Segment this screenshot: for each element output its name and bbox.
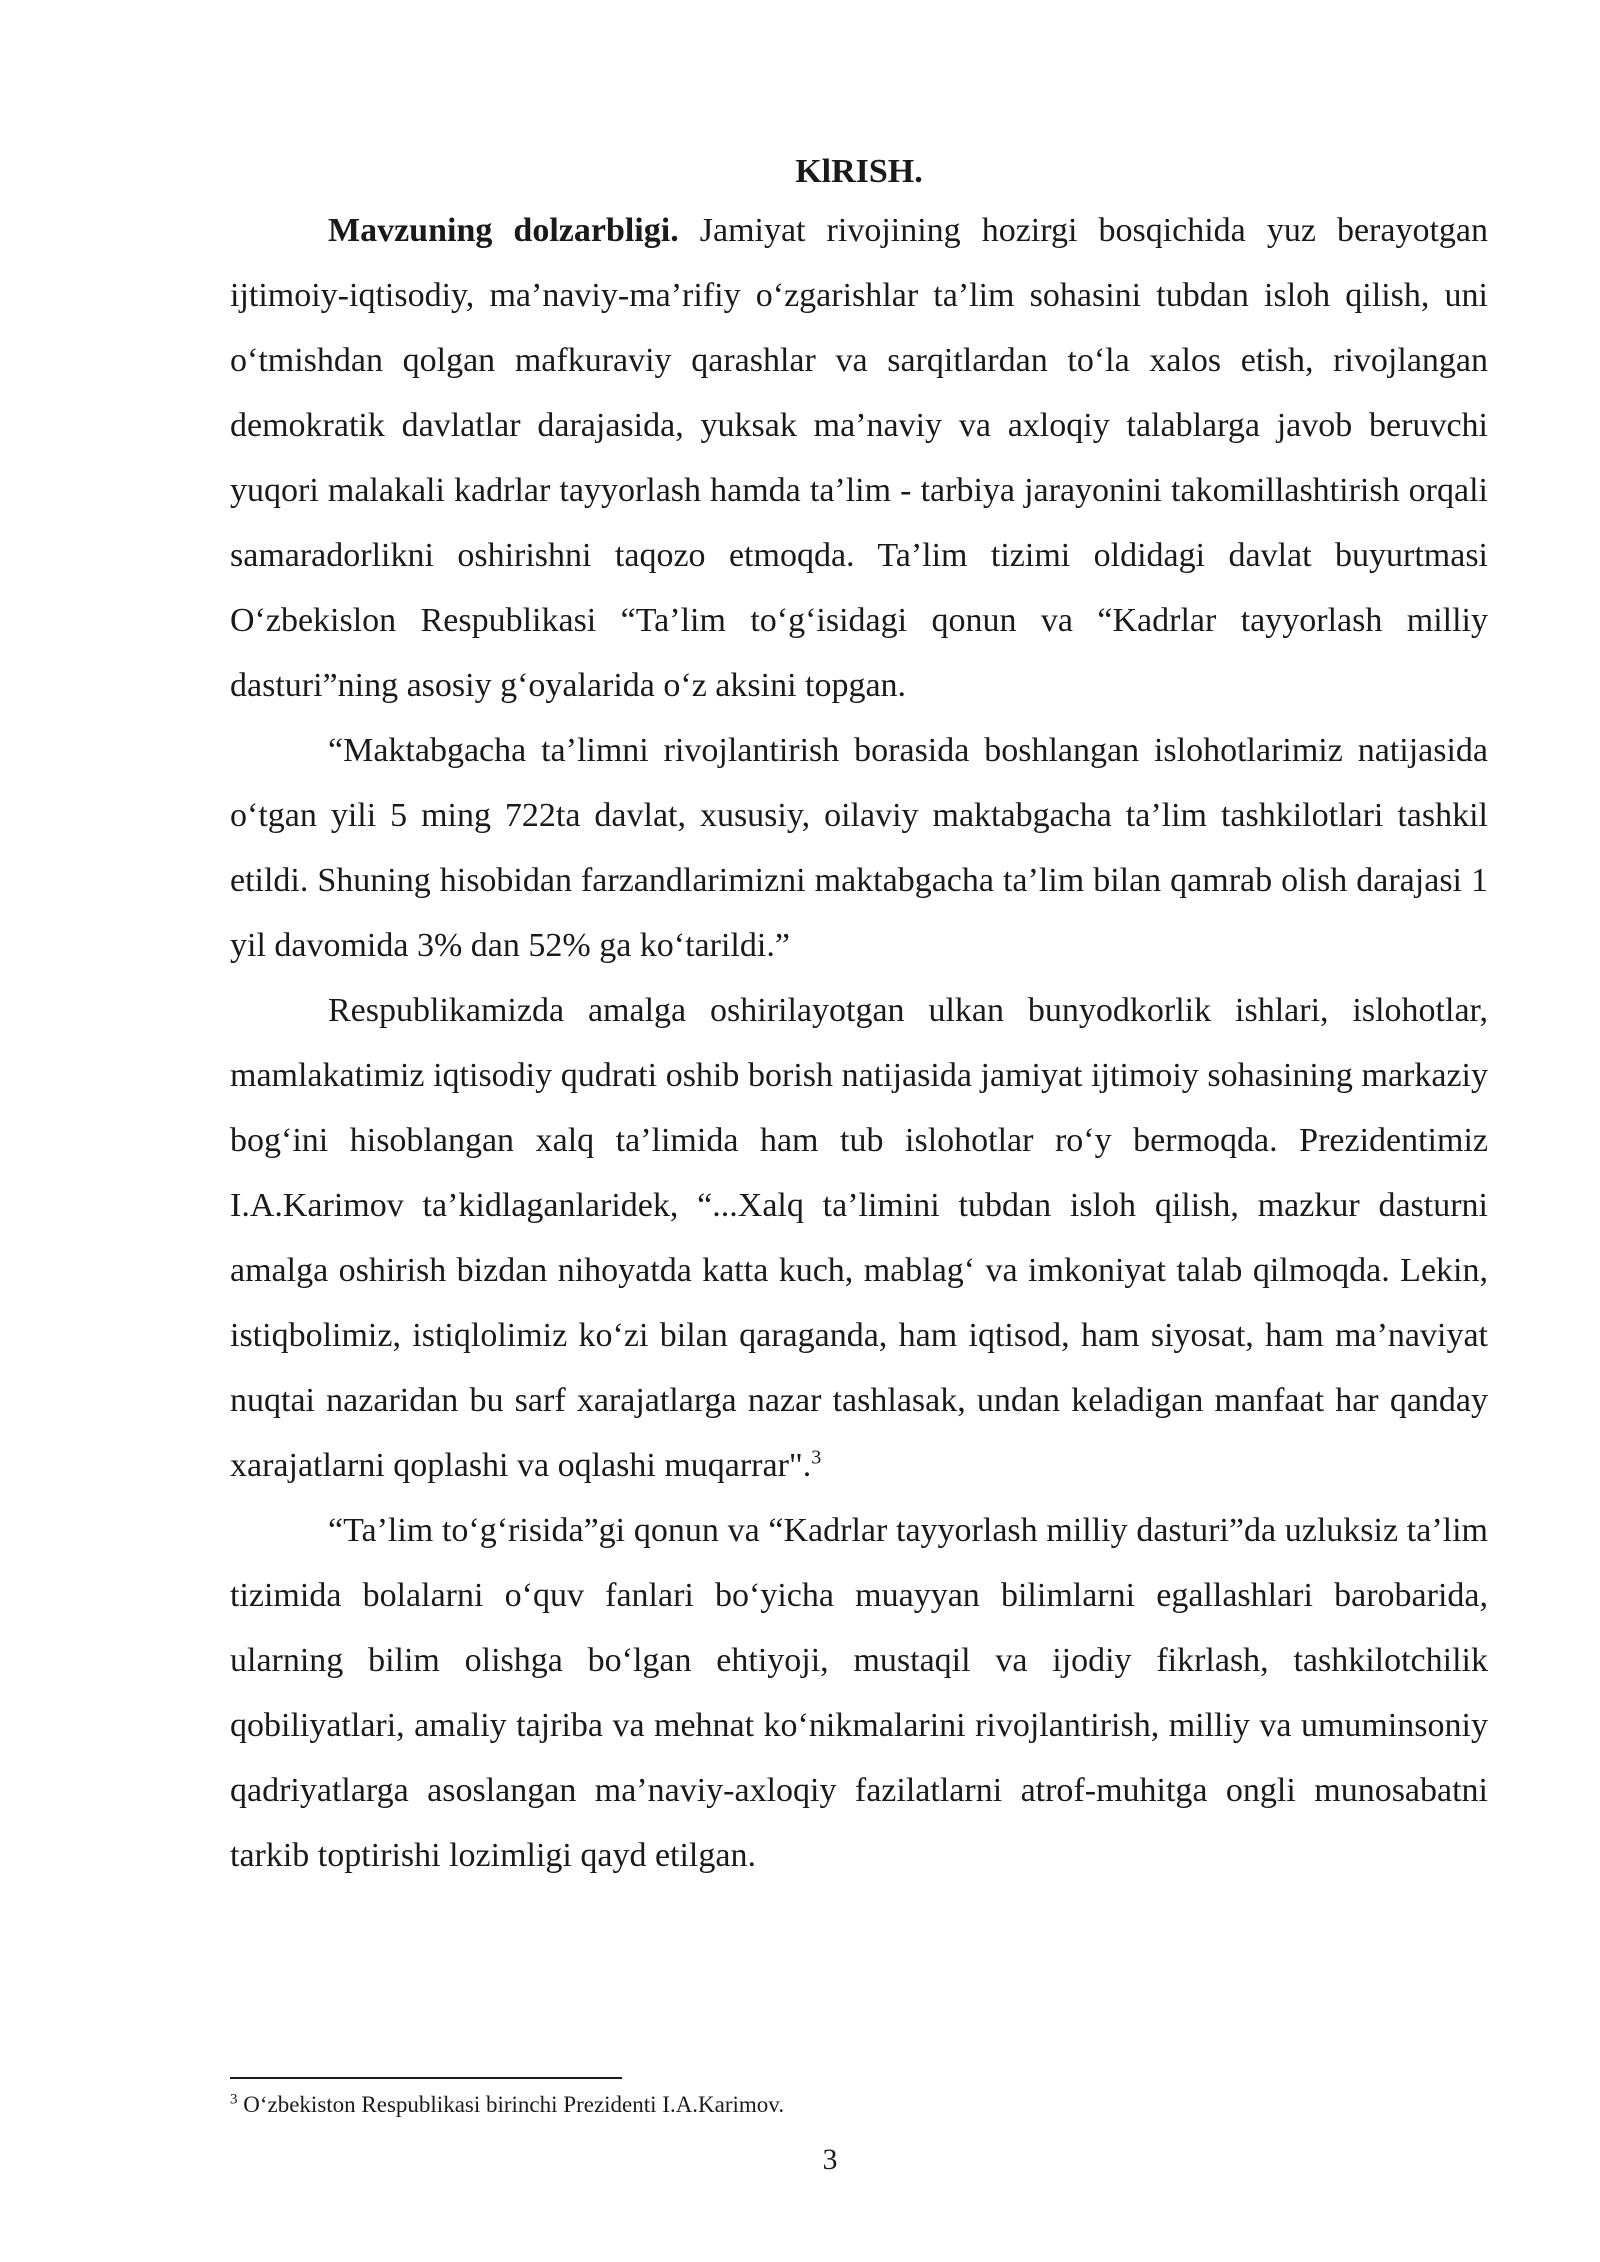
footnote (230, 2090, 1488, 2120)
section-title: KlRISH. (795, 153, 923, 190)
paragraph-lead: Mavzuning dolzarbligi. (328, 212, 679, 249)
paragraph-reforms (230, 978, 1488, 1498)
paragraph-text: Respublikamizda amalga oshirilayotgan ulkan bunyodkorlik ishlari, islohotlar, mamlakatimiz iqtisodiy qudrati oshib borish natijasida jamiyat ijtimoiy sohasining markaziy bog‘ini hisoblangan xalq ta’limida ham tub islohotlar ro‘y bermoqda. Prezidentimiz I.A.Karimov ta’kidlaganlaridek, “...Xalq ta’limini tubdan isloh qilish, mazkur dasturni amalga oshirish bizdan nihoyatda katta kuch, mablag‘ va imkoniyat talab qilmoqda. Lekin, istiqbolimiz, istiqlolimiz ko‘zi bilan qaraganda, ham iqtisod, ham siyosat, ham ma’naviyat nuqtai nazaridan bu sarf xarajatlarga nazar tashlasak, undan keladigan manfaat har qanday xarajatlarni qoplashi va oqlashi muqarrar". (230, 992, 1488, 1484)
paragraph-relevance (230, 198, 1488, 718)
footnote-text: O‘zbekiston Respublikasi birinchi Prezidenti I.A.Karimov. (237, 2092, 785, 2117)
footnote-reference[interactable]: 3 (811, 1446, 822, 1469)
footnote-divider (230, 2077, 622, 2079)
paragraph-preschool-quote (230, 718, 1488, 978)
paragraph-law (230, 1498, 1488, 1888)
page-number: 3 (822, 2143, 838, 2176)
paragraph-text: Jamiyat rivojining hozirgi bosqichida yuz berayotgan ijtimoiy-iqtisodiy, ma’naviy-ma’rifiy o‘zgarishlar ta’lim sohasini tubdan isloh qilish, uni o‘tmishdan qolgan mafkuraviy qarashlar va sarqitlardan to‘la xalos etish, rivojlangan demokratik davlatlar darajasida, yuksak ma’naviy va axloqiy talablarga javob beruvchi yuqori malakali kadrlar tayyorlash hamda ta’lim - tarbiya jarayonini takomillashtirish orqali samaradorlikni oshirishni taqozo etmoqda. Ta’lim tizimi oldidagi davlat buyurtmasi O‘zbekislon Respublikasi “Ta’lim to‘g‘isidagi qonun va “Kadrlar tayyorlash milliy dasturi”ning asosiy g‘oyalarida o‘z aksini topgan. (230, 212, 1488, 704)
footnote-marker: 3 (230, 2091, 238, 2108)
paragraph-text: “Ta’lim to‘g‘risida”gi qonun va “Kadrlar tayyorlash milliy dasturi”da uzluksiz ta’lim tizimida bolalarni o‘quv fanlari bo‘yicha muayyan bilimlarni egallashlari barobarida, ularning bilim olishga bo‘lgan ehtiyoji, mustaqil va ijodiy fikrlash, tashkilotchilik qobiliyatlari, amaliy tajriba va mehnat ko‘nikmalarini rivojlantirish, milliy va umuminsoniy qadriyatlarga asoslangan ma’naviy-axloqiy fazilatlarni atrof-muhitga ongli munosabatni tarkib toptirishi lozimligi qayd etilgan. (230, 1512, 1488, 1874)
paragraph-text: “Maktabgacha ta’limni rivojlantirish borasida boshlangan islohotlarimiz natijasida o‘tgan yili 5 ming 722ta davlat, xususiy, oilaviy maktabgacha ta’lim tashkilotlari tashkil etildi. Shuning hisobidan farzandlarimizni maktabgacha ta’lim bilan qamrab olish darajasi 1 yil davomida 3% dan 52% ga ko‘tarildi.” (230, 732, 1488, 964)
page-body (230, 150, 1488, 1888)
